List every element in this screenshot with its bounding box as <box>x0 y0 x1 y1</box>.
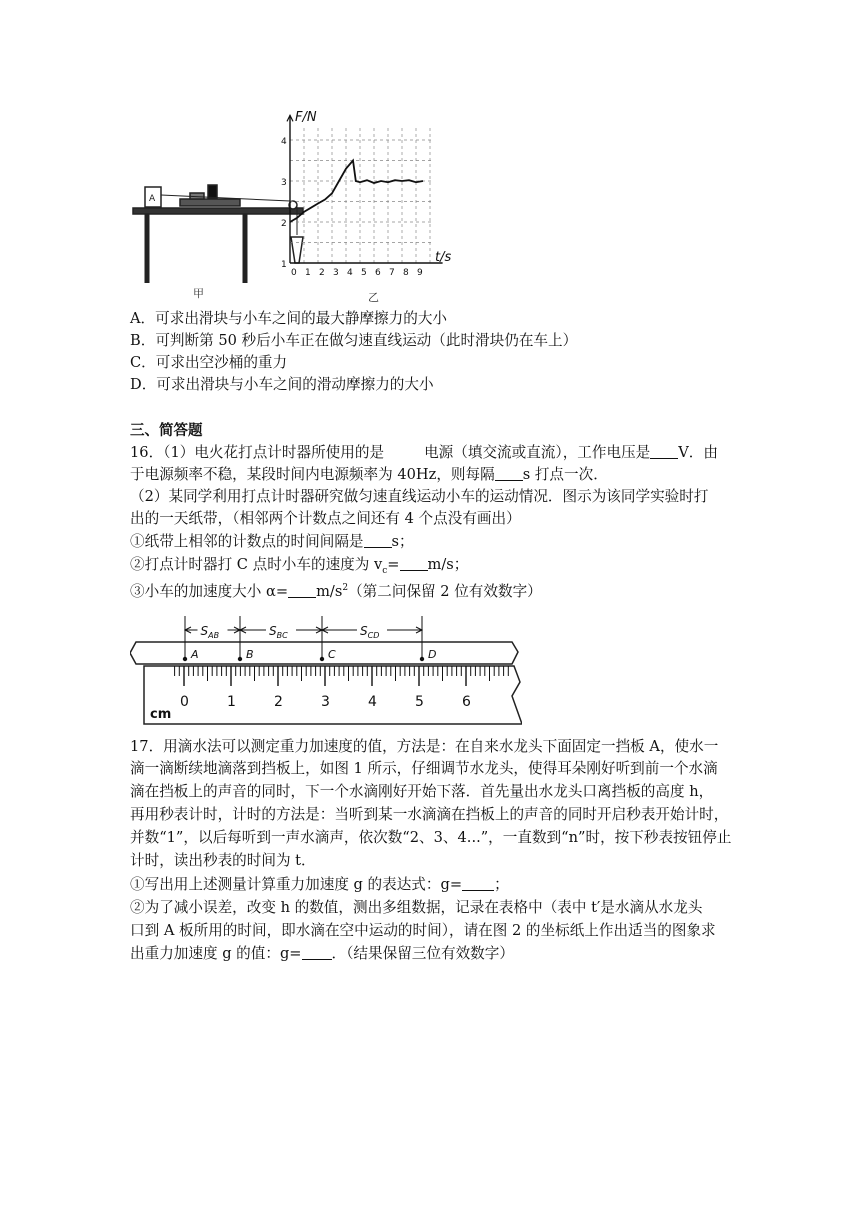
q16-line-7 <box>130 577 542 603</box>
tape-point-label: B <box>246 648 254 661</box>
force-time-graph <box>281 110 451 278</box>
q17-l7a: ①写出用上述测量计算重力加速度 g 的表达式：g= <box>130 876 463 893</box>
q16-line-4: 出的一天纸带，（相邻两个计数点之间还有 4 个点没有画出） <box>130 510 521 527</box>
q16-l6sub: c <box>382 565 388 576</box>
g-expression-blank <box>462 876 494 891</box>
tape-point-label: D <box>428 648 437 661</box>
ruler-figure <box>130 612 522 728</box>
segment-label: $S_{CD}$ <box>360 624 380 640</box>
q16-line-2 <box>130 464 608 486</box>
y-tick-label: 2 <box>281 219 287 229</box>
slider-label: A <box>149 194 156 204</box>
y-tick-label: 4 <box>281 137 287 147</box>
q16-l7c: （第二问保留 2 位有效数字） <box>348 582 542 600</box>
x-tick-label: 2 <box>319 268 325 278</box>
apparatus-diagram <box>133 185 303 283</box>
q17-line-3: 滴在挡板上的声音的同时，下一个水滴刚好开始下落．首先量出水龙头口离挡板的高度 h， <box>130 783 714 800</box>
x-tick-label: 6 <box>375 268 381 278</box>
graph-axes <box>287 115 443 263</box>
q17-line-5: 并数“1”，以后每听到一声水滴声，依次数“2、3、4...”，一直数到“n”时，按下秒表按钮停止 <box>130 829 732 846</box>
q17-line-10 <box>130 943 514 965</box>
q17-l7b: ； <box>494 876 509 893</box>
q16-line-5 <box>130 531 414 553</box>
tape-point-label: A <box>191 648 199 661</box>
x-tick-label: 8 <box>403 268 409 278</box>
q16-line-1 <box>130 442 718 464</box>
option-b: B．可判断第 50 秒后小车正在做匀速直线运动（此时滑块仍在车上） <box>130 332 578 349</box>
x-tick-label: 3 <box>333 268 339 278</box>
q16-l6c: m/s； <box>427 556 469 573</box>
q17-line-8: ②为了减小误差，改变 h 的数值，测出多组数据，记录在表格中（表中 t′是水滴从水龙头 <box>130 899 703 916</box>
q17-line-6: 计时，读出秒表的时间为 t． <box>130 852 316 869</box>
q16-l6b: = <box>387 556 400 573</box>
q16-l1c: V．由 <box>678 444 718 461</box>
q17-line-9: 口到 A 板所用的时间，即水滴在空中运动的时间），请在图 2 的坐标纸上作出适当的图象求 <box>130 922 716 939</box>
x-tick-label: 9 <box>417 268 423 278</box>
label-yi: 乙 <box>368 291 379 304</box>
ruler-number: 1 <box>227 694 236 710</box>
figure-top <box>125 105 465 305</box>
graph-grid <box>290 128 433 263</box>
paper-tape <box>130 642 518 664</box>
x-tick-label: 0 <box>291 268 297 278</box>
q16-l7a: ③小车的加速度大小 α= <box>130 582 289 600</box>
q17-l10b: ．（结果保留三位有效数字） <box>331 945 514 962</box>
q16-l5b: s； <box>391 533 414 550</box>
x-axis-label: t/s <box>435 250 452 265</box>
q17-line-2: 滴一滴断续地滴落到挡板上，如图 1 所示，仔细调节水龙头，使得耳朵刚好听到前一个水滴 <box>130 760 718 777</box>
q17-line-7 <box>130 874 509 896</box>
ruler-number: 0 <box>180 694 189 710</box>
q16-l2a: 于电源频率不稳，某段时间内电源频率为 40Hz，则每隔 <box>130 466 495 483</box>
g-value-blank <box>302 945 332 960</box>
x-tick-label: 7 <box>389 268 395 278</box>
q17-line-4: 再用秒表计时，计时的方法是：当听到某一水滴滴在挡板上的声音的同时开启秒表开始计时， <box>130 806 729 823</box>
segment-label: $S_{AB}$ <box>200 624 220 640</box>
ruler-number: 2 <box>274 694 283 710</box>
x-tick-label: 5 <box>361 268 367 278</box>
q16-l1a: 16．（1）电火花打点计时器所使用的是 <box>130 444 385 461</box>
x-tick-label: 1 <box>305 268 311 278</box>
section-title: 三、简答题 <box>130 423 203 439</box>
x-tick-label: 4 <box>347 268 353 278</box>
ruler-number: 6 <box>462 694 471 710</box>
ruler-unit: cm <box>150 707 172 722</box>
ruler-number: 3 <box>321 694 330 710</box>
q16-l6a: ②打点计时器打 C 点时小车的速度为 v <box>130 556 383 573</box>
y-tick-label: 3 <box>281 178 287 188</box>
option-d: D．可求出滑块与小车之间的滑动摩擦力的大小 <box>130 376 434 393</box>
y-tick-label: 1 <box>281 260 287 270</box>
q16-l5a: ①纸带上相邻的计数点的时间间隔是 <box>130 533 364 550</box>
velocity-blank <box>400 556 428 571</box>
option-c: C．可求出空沙桶的重力 <box>130 354 288 371</box>
voltage-blank <box>650 444 678 459</box>
q17-l10a: 出重力加速度 g 的值：g= <box>130 945 302 962</box>
ruler-number: 4 <box>368 694 377 710</box>
tape-point-label: C <box>328 648 336 661</box>
option-a: A．可求出滑块与小车之间的最大静摩擦力的大小 <box>130 310 448 327</box>
q16-l7sup: 2 <box>342 583 349 593</box>
segment-label: $S_{BC}$ <box>269 624 288 640</box>
ruler-number: 5 <box>415 694 424 710</box>
q16-l2b: s 打点一次． <box>522 466 608 483</box>
q17-line-1: 17．用滴水法可以测定重力加速度的值，方法是：在自来水龙头下面固定一挡板 A，使水一 <box>130 738 719 755</box>
time-interval-blank <box>364 533 392 548</box>
label-jia: 甲 <box>193 287 204 300</box>
force-curve <box>290 161 423 223</box>
y-axis-label: F/N <box>295 110 317 125</box>
interval-blank <box>495 466 523 481</box>
q16-l1b: 电源（填交流或直流），工作电压是 <box>424 444 651 461</box>
acceleration-blank <box>288 583 316 598</box>
q16-line-3: （2）某同学利用打点计时器研究做匀速直线运动小车的运动情况．图示为该同学实验时打 <box>130 488 709 505</box>
q16-l7b: m/s <box>316 582 343 600</box>
